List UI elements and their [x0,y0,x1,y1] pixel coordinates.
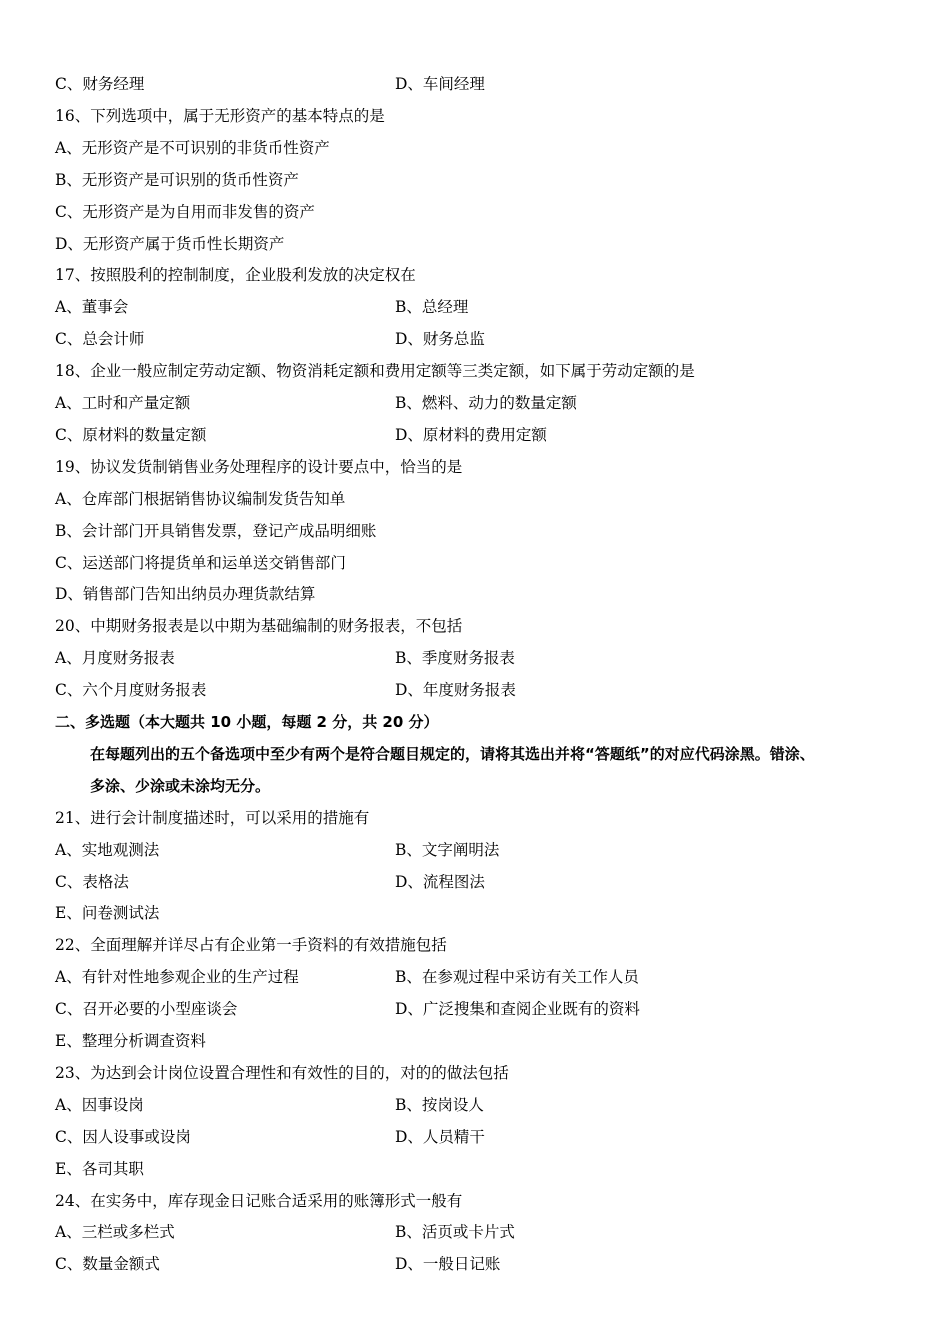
line-text: C、运送部门将提货单和运单送交销售部门 [55,553,346,572]
option-right: B、按岗设人 [395,1095,484,1114]
line-text: A、因事设岗 [55,1095,144,1114]
text-line [0,1153,950,1185]
line-text: A、月度财务报表 [55,649,175,668]
text-line [0,770,950,802]
line-text: A、三栏或多栏式 [55,1223,175,1242]
option-right: B、燃料、动力的数量定额 [395,394,577,412]
text-line [0,993,950,1025]
line-text: C、财务经理 [55,75,145,93]
option-right: D、一般日记账 [395,1255,501,1274]
line-text: D、无形资产属于货币性长期资产 [55,234,285,253]
line-text: 18、企业一般应制定劳动定额、物资消耗定额和费用定额等三类定额，如下属于劳动定额的是 [55,362,695,381]
line-text: E、问卷测试法 [55,904,160,923]
text-line [0,1216,950,1248]
line-text: A、董事会 [55,298,129,317]
option-right: B、季度财务报表 [395,649,515,668]
text-line [0,164,950,196]
text-line [0,1185,950,1217]
text-line [0,897,950,929]
text-line [0,451,950,483]
line-text: C、总会计师 [55,330,145,349]
line-text: C、召开必要的小型座谈会 [55,1000,238,1019]
line-text: 20、中期财务报表是以中期为基础编制的财务报表，不包括 [55,617,463,636]
option-right: B、文字阐明法 [395,840,500,859]
text-line [0,323,950,355]
line-text: A、工时和产量定额 [55,394,191,412]
line-text: C、因人设事或设岗 [55,1127,191,1146]
text-line [0,355,950,387]
option-right: D、流程图法 [395,872,485,891]
text-line [0,132,950,164]
text-line [0,929,950,961]
text-line [0,674,950,706]
text-line [0,642,950,674]
text-line [0,483,950,515]
line-text: E、各司其职 [55,1159,144,1178]
line-text: 16、下列选项中，属于无形资产的基本特点的是 [55,106,385,125]
line-text: C、六个月度财务报表 [55,681,207,700]
option-right: D、年度财务报表 [395,681,516,700]
line-text: D、销售部门告知出纳员办理货款结算 [55,585,316,604]
line-text: 19、协议发货制销售业务处理程序的设计要点中，恰当的是 [55,457,463,476]
text-line [0,610,950,642]
line-text: 21、进行会计制度描述时，可以采用的措施有 [55,808,370,827]
text-line [0,291,950,323]
line-text: 24、在实务中，库存现金日记账合适采用的账簿形式一般有 [55,1191,463,1210]
line-text: C、原材料的数量定额 [55,425,207,444]
option-right: B、在参观过程中采访有关工作人员 [395,968,639,987]
line-text: 多涂、少涂或未涂均无分。 [90,776,271,795]
option-right: D、人员精干 [395,1127,485,1146]
line-text: B、会计部门开具销售发票，登记产成品明细账 [55,521,377,540]
text-line [0,1025,950,1057]
option-right: B、总经理 [395,298,469,317]
text-line [0,961,950,993]
text-line [0,834,950,866]
option-right: D、原材料的费用定额 [395,425,547,444]
text-line [0,515,950,547]
text-line [0,259,950,291]
line-text: 23、为达到会计岗位设置合理性和有效性的目的，对的的做法包括 [55,1063,509,1082]
text-line [0,1121,950,1153]
line-text: A、仓库部门根据销售协议编制发货告知单 [55,489,346,508]
text-line [0,1089,950,1121]
text-line [0,100,950,132]
line-text: A、无形资产是不可识别的非货币性资产 [55,138,330,157]
option-right: D、车间经理 [395,75,485,93]
text-line [0,196,950,228]
line-text: A、有针对性地参观企业的生产过程 [55,968,299,987]
line-text: C、无形资产是为自用而非发售的资产 [55,202,315,221]
option-right: D、广泛搜集和查阅企业既有的资料 [395,1000,640,1019]
line-text: 22、全面理解并详尽占有企业第一手资料的有效措施包括 [55,936,447,955]
text-line [0,738,950,770]
line-text: A、实地观测法 [55,840,160,859]
text-line [0,387,950,419]
text-line [0,866,950,898]
option-right: D、财务总监 [395,330,485,349]
text-line [0,1248,950,1280]
text-line [0,578,950,610]
line-text: B、无形资产是可识别的货币性资产 [55,170,299,189]
text-line [0,1057,950,1089]
text-line [0,68,950,100]
text-line [0,228,950,260]
line-text: 二、多选题（本大题共 10 小题，每题 2 分，共 20 分） [55,713,439,731]
line-text: 17、按照股利的控制制度，企业股利发放的决定权在 [55,266,416,285]
option-right: B、活页或卡片式 [395,1223,515,1242]
text-line [0,802,950,834]
line-text: C、数量金额式 [55,1255,160,1274]
line-text: E、整理分析调查资料 [55,1032,206,1050]
text-line [0,547,950,579]
line-text: C、表格法 [55,872,129,891]
text-line [0,706,950,738]
text-line [0,419,950,451]
line-text: 在每题列出的五个备选项中至少有两个是符合题目规定的，请将其选出并将“答题纸”的对应代码涂黑。错涂、 [90,744,815,763]
